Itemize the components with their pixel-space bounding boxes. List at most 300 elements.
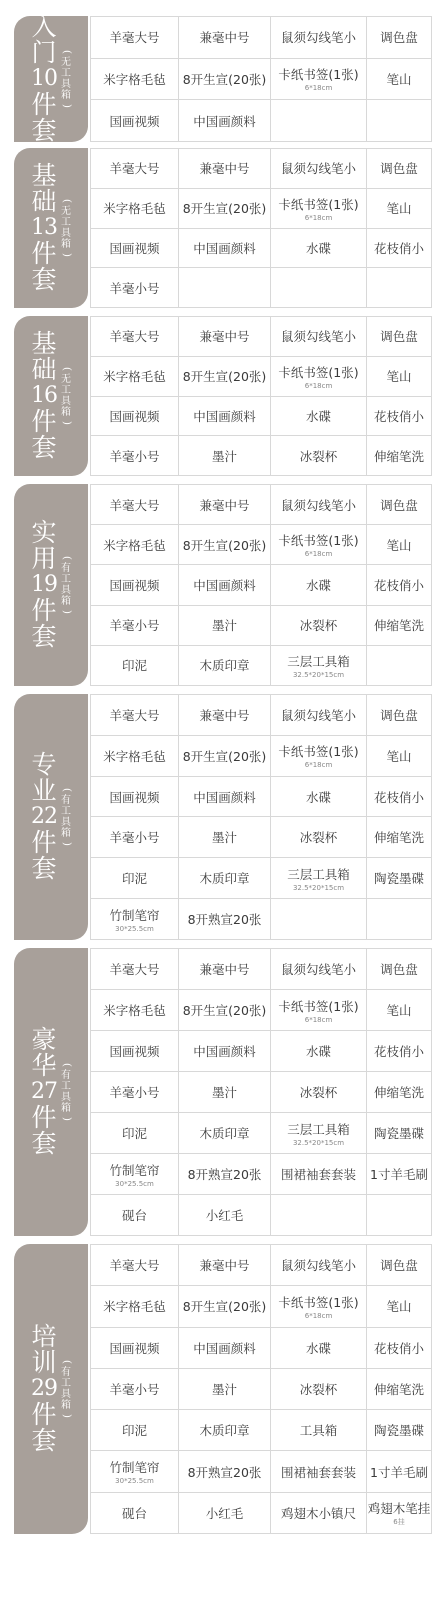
kit-title-char: 件 xyxy=(31,1103,57,1132)
item-name: 墨汁 xyxy=(211,448,237,464)
item-cell xyxy=(91,990,179,1031)
item-name: 墨汁 xyxy=(211,1085,237,1100)
item-name: 中国画颜料 xyxy=(193,577,256,593)
item-cell xyxy=(367,1154,432,1195)
item-name: 笔山 xyxy=(386,537,412,553)
item-name: 印泥 xyxy=(121,1126,147,1141)
item-name: 水碟 xyxy=(305,1340,331,1356)
item-cell xyxy=(271,229,367,269)
item-name: 卡纸书签(1张) xyxy=(278,364,359,380)
item-name: 羊毫大号 xyxy=(109,962,160,977)
item-cell xyxy=(271,777,367,818)
item-name: 国画视频 xyxy=(109,113,160,129)
item-cell xyxy=(367,189,432,229)
item-name: 三层工具箱 xyxy=(287,1121,350,1137)
kit-toolbox-note xyxy=(61,1060,71,1124)
item-name: 水碟 xyxy=(305,240,331,256)
item-name: 国画视频 xyxy=(109,408,160,424)
kit-note-char: ( xyxy=(61,1360,72,1364)
item-cell xyxy=(91,525,179,565)
item-name: 兼毫中号 xyxy=(199,962,250,977)
kit-note-char: 箱 xyxy=(61,1400,71,1411)
item-name: 卡纸书签(1张) xyxy=(278,1294,359,1310)
kit-block xyxy=(14,316,432,476)
item-cell xyxy=(91,1195,179,1236)
kit-title-char: 套 xyxy=(31,265,57,294)
item-name: 调色盘 xyxy=(380,1258,418,1274)
kit-title-char: 用 xyxy=(31,544,57,573)
kit-title-char: 门 xyxy=(31,38,57,67)
item-cell xyxy=(179,565,271,605)
kit-items-grid xyxy=(90,16,432,142)
item-cell xyxy=(367,268,432,308)
item-name: 羊毫小号 xyxy=(109,1381,160,1397)
item-cell xyxy=(271,100,367,142)
item-cell xyxy=(367,1072,432,1113)
kit-items-grid xyxy=(90,948,432,1236)
kit-note-char: ) xyxy=(61,842,72,846)
kit-title-char: 件 xyxy=(31,407,57,436)
item-name: 1寸羊毛刷 xyxy=(370,1464,428,1480)
item-cell xyxy=(91,777,179,818)
item-size: 30*25.5cm xyxy=(115,1179,154,1188)
item-cell xyxy=(179,17,271,59)
kit-title-char: 件 xyxy=(31,828,57,857)
kit-title-char: 22 xyxy=(31,804,57,829)
item-name: 木质印章 xyxy=(199,1423,250,1439)
kit-note-char: 无 xyxy=(61,57,71,68)
item-cell xyxy=(271,858,367,899)
kit-note-char: 箱 xyxy=(61,407,71,418)
kit-note-char: 工 xyxy=(61,385,71,396)
item-cell xyxy=(179,1245,271,1286)
kit-items-grid xyxy=(90,694,432,940)
item-cell xyxy=(91,606,179,646)
item-name: 兼毫中号 xyxy=(199,329,250,345)
kit-label xyxy=(14,1244,88,1534)
item-cell xyxy=(179,646,271,686)
item-name: 印泥 xyxy=(121,1423,147,1439)
item-cell xyxy=(179,606,271,646)
item-name: 米字格毛毡 xyxy=(103,369,166,385)
item-name: 国画视频 xyxy=(109,789,160,805)
item-cell xyxy=(91,485,179,525)
item-cell xyxy=(179,1328,271,1369)
item-name: 米字格毛毡 xyxy=(103,1003,166,1018)
item-name: 花枝俏小 xyxy=(373,408,424,424)
item-name: 中国画颜料 xyxy=(193,240,256,256)
item-cell xyxy=(367,1410,432,1451)
item-size: 6*18cm xyxy=(304,1015,333,1024)
item-cell xyxy=(179,357,271,397)
item-name: 米字格毛毡 xyxy=(103,71,166,87)
item-name: 羊毫大号 xyxy=(109,161,160,177)
item-name: 羊毫大号 xyxy=(109,707,160,723)
item-cell xyxy=(271,189,367,229)
item-cell xyxy=(367,817,432,858)
kit-title-char: 27 xyxy=(31,1079,57,1104)
item-cell xyxy=(179,100,271,142)
kit-items-grid xyxy=(90,1244,432,1534)
item-cell xyxy=(271,949,367,990)
item-name: 8开生宣(20张) xyxy=(182,201,267,217)
item-cell xyxy=(179,1286,271,1327)
item-name: 8开熟宣20张 xyxy=(187,1167,262,1182)
kit-toolbox-note xyxy=(61,47,71,111)
kit-items-grid xyxy=(90,148,432,308)
item-name: 鼠须勾线笔小 xyxy=(280,1258,356,1274)
item-cell xyxy=(271,149,367,189)
item-name: 鼠须勾线笔小 xyxy=(280,962,356,977)
item-name: 伸缩笔洗 xyxy=(373,830,424,846)
kit-toolbox-note xyxy=(61,553,71,617)
item-cell xyxy=(367,695,432,736)
item-name: 鸡翅木小镇尺 xyxy=(280,1505,356,1521)
kit-block xyxy=(14,948,432,1236)
kit-title-char: 专 xyxy=(31,750,57,779)
item-cell xyxy=(91,736,179,777)
kit-note-char: ( xyxy=(61,1063,72,1067)
item-cell xyxy=(367,606,432,646)
item-name: 卡纸书签(1张) xyxy=(278,196,359,212)
kit-title-char: 基 xyxy=(31,329,57,358)
item-cell xyxy=(91,1072,179,1113)
item-name: 羊毫小号 xyxy=(109,280,160,296)
kit-note-char: ( xyxy=(61,556,72,560)
kit-block xyxy=(14,1244,432,1534)
item-name: 花枝俏小 xyxy=(373,240,424,256)
item-cell xyxy=(367,317,432,357)
item-name: 围裙袖套套装 xyxy=(280,1464,356,1480)
item-cell xyxy=(271,317,367,357)
item-name: 冰裂杯 xyxy=(299,448,338,464)
kit-toolbox-note xyxy=(61,196,71,260)
item-cell xyxy=(179,1195,271,1236)
item-cell xyxy=(271,1410,367,1451)
kit-note-char: ( xyxy=(61,50,72,54)
item-cell xyxy=(91,17,179,59)
item-cell xyxy=(91,695,179,736)
kit-items-grid xyxy=(90,316,432,476)
item-cell xyxy=(179,1113,271,1154)
item-name: 伸缩笔洗 xyxy=(373,618,424,634)
item-cell xyxy=(91,268,179,308)
item-cell xyxy=(179,1154,271,1195)
kit-title-char: 业 xyxy=(31,776,57,805)
item-name: 国画视频 xyxy=(109,577,160,593)
kit-note-char: 箱 xyxy=(61,239,71,250)
item-cell xyxy=(271,1154,367,1195)
item-cell xyxy=(179,268,271,308)
item-cell xyxy=(367,229,432,269)
item-name: 卡纸书签(1张) xyxy=(278,533,359,549)
kit-note-char: ( xyxy=(61,199,72,203)
item-size: 30*25.5cm xyxy=(115,924,154,933)
item-name: 花枝俏小 xyxy=(373,1044,424,1059)
kit-note-char: 工 xyxy=(61,68,71,79)
item-cell xyxy=(179,229,271,269)
item-name: 墨汁 xyxy=(211,1381,237,1397)
item-name: 国画视频 xyxy=(109,240,160,256)
item-name: 调色盘 xyxy=(380,30,418,46)
kit-title-char: 套 xyxy=(31,433,57,462)
kit-label xyxy=(14,484,88,686)
item-name: 伸缩笔洗 xyxy=(373,1085,424,1100)
item-cell xyxy=(271,1113,367,1154)
kit-title-char: 件 xyxy=(31,90,57,119)
kit-note-char: 无 xyxy=(61,206,71,217)
item-cell xyxy=(91,1113,179,1154)
kit-title-char: 件 xyxy=(31,239,57,268)
item-name: 卡纸书签(1张) xyxy=(278,998,359,1014)
item-name: 水碟 xyxy=(305,577,331,593)
item-cell xyxy=(179,1410,271,1451)
item-name: 笔山 xyxy=(386,1299,412,1315)
item-cell xyxy=(179,695,271,736)
kit-title-char: 套 xyxy=(31,116,57,145)
kit-note-char: 具 xyxy=(61,585,71,596)
kit-title-char: 华 xyxy=(31,1051,57,1080)
item-name: 调色盘 xyxy=(380,497,418,513)
item-cell xyxy=(367,1031,432,1072)
item-cell xyxy=(91,189,179,229)
kit-title-char: 础 xyxy=(31,355,57,384)
kit-note-char: ) xyxy=(61,1117,72,1121)
item-name: 羊毫小号 xyxy=(109,618,160,634)
item-name: 中国画颜料 xyxy=(193,1044,256,1059)
item-name: 调色盘 xyxy=(380,707,418,723)
item-cell xyxy=(367,1195,432,1236)
kit-note-char: 具 xyxy=(61,817,71,828)
kit-toolbox-note xyxy=(61,1357,71,1421)
item-name: 伸缩笔洗 xyxy=(373,448,424,464)
item-name: 小红毛 xyxy=(205,1208,244,1223)
item-name: 砚台 xyxy=(121,1505,147,1521)
kit-title-char: 19 xyxy=(31,572,57,597)
item-cell xyxy=(271,606,367,646)
item-cell xyxy=(179,1031,271,1072)
item-name: 兼毫中号 xyxy=(199,1258,250,1274)
kit-note-char: ) xyxy=(61,421,72,425)
item-cell xyxy=(367,1113,432,1154)
item-name: 冰裂杯 xyxy=(299,830,338,846)
kit-note-char: 有 xyxy=(61,795,71,806)
item-cell xyxy=(179,736,271,777)
item-cell xyxy=(91,1328,179,1369)
item-cell xyxy=(179,1072,271,1113)
item-name: 兼毫中号 xyxy=(199,497,250,513)
item-name: 冰裂杯 xyxy=(299,1085,338,1100)
item-name: 8开生宣(20张) xyxy=(182,1003,267,1018)
item-name: 卡纸书签(1张) xyxy=(278,744,359,760)
item-name: 花枝俏小 xyxy=(373,1340,424,1356)
kit-title xyxy=(31,1324,57,1454)
kit-note-char: 箱 xyxy=(61,90,71,101)
item-cell xyxy=(179,149,271,189)
kit-title-char: 套 xyxy=(31,1129,57,1158)
item-cell xyxy=(179,817,271,858)
item-size: 6挂 xyxy=(393,1518,405,1527)
item-cell xyxy=(91,949,179,990)
kit-toolbox-note xyxy=(61,785,71,849)
item-cell xyxy=(91,1245,179,1286)
item-name: 卡纸书签(1张) xyxy=(278,67,359,83)
item-name: 墨汁 xyxy=(211,618,237,634)
item-cell xyxy=(91,149,179,189)
item-name: 8开熟宣20张 xyxy=(187,1464,262,1480)
item-cell xyxy=(271,695,367,736)
item-cell xyxy=(91,436,179,476)
kit-note-char: 箱 xyxy=(61,1103,71,1114)
item-cell xyxy=(271,1493,367,1534)
item-name: 木质印章 xyxy=(199,871,250,887)
kit-title-char: 入 xyxy=(31,12,57,41)
kit-title xyxy=(31,1027,57,1157)
item-name: 三层工具箱 xyxy=(287,866,350,882)
item-name: 陶瓷墨碟 xyxy=(373,871,424,887)
item-cell xyxy=(179,899,271,940)
kit-title-char: 础 xyxy=(31,187,57,216)
item-size: 6*18cm xyxy=(304,213,333,222)
item-cell xyxy=(179,1451,271,1492)
item-cell xyxy=(367,1493,432,1534)
item-name: 羊毫小号 xyxy=(109,1085,160,1100)
item-name: 兼毫中号 xyxy=(199,161,250,177)
item-cell xyxy=(271,1286,367,1327)
item-name: 兼毫中号 xyxy=(199,707,250,723)
item-cell xyxy=(367,436,432,476)
item-size: 32.5*20*15cm xyxy=(292,1138,345,1147)
item-cell xyxy=(179,858,271,899)
item-name: 冰裂杯 xyxy=(299,1381,338,1397)
kit-title-char: 套 xyxy=(31,622,57,651)
item-name: 冰裂杯 xyxy=(299,618,338,634)
kit-items-grid xyxy=(90,484,432,686)
item-cell xyxy=(367,485,432,525)
item-name: 鼠须勾线笔小 xyxy=(280,707,356,723)
kit-title-char: 29 xyxy=(31,1376,57,1401)
kit-title xyxy=(31,14,57,144)
item-name: 小红毛 xyxy=(205,1505,244,1521)
kit-note-char: 工 xyxy=(61,1378,71,1389)
item-name: 水碟 xyxy=(305,789,331,805)
item-cell xyxy=(367,990,432,1031)
item-cell xyxy=(367,1245,432,1286)
kit-title-char: 套 xyxy=(31,1426,57,1455)
item-name: 中国画颜料 xyxy=(193,408,256,424)
item-cell xyxy=(367,646,432,686)
item-size: 6*18cm xyxy=(304,550,333,559)
item-name: 米字格毛毡 xyxy=(103,201,166,217)
item-name: 笔山 xyxy=(386,748,412,764)
kit-title-char: 培 xyxy=(31,1322,57,1351)
item-cell xyxy=(271,485,367,525)
item-name: 米字格毛毡 xyxy=(103,1299,166,1315)
item-cell xyxy=(271,1328,367,1369)
item-cell xyxy=(179,1369,271,1410)
item-cell xyxy=(367,397,432,437)
item-name: 米字格毛毡 xyxy=(103,537,166,553)
kit-note-char: 有 xyxy=(61,1367,71,1378)
item-cell xyxy=(271,1072,367,1113)
kit-title xyxy=(31,520,57,650)
item-cell xyxy=(271,565,367,605)
kit-title-char: 16 xyxy=(31,383,57,408)
kit-note-char: 具 xyxy=(61,1389,71,1400)
item-cell xyxy=(367,1328,432,1369)
item-cell xyxy=(367,149,432,189)
item-name: 兼毫中号 xyxy=(199,30,250,46)
kit-label xyxy=(14,148,88,308)
item-cell xyxy=(179,59,271,101)
item-name: 砚台 xyxy=(121,1208,147,1223)
item-cell xyxy=(271,525,367,565)
item-name: 8开生宣(20张) xyxy=(182,1299,267,1315)
item-name: 8开生宣(20张) xyxy=(182,71,267,87)
item-cell xyxy=(367,565,432,605)
item-name: 羊毫大号 xyxy=(109,329,160,345)
item-cell xyxy=(91,1493,179,1534)
item-cell xyxy=(91,317,179,357)
kit-title-char: 件 xyxy=(31,1400,57,1429)
item-cell xyxy=(179,1493,271,1534)
item-name: 鼠须勾线笔小 xyxy=(280,30,356,46)
item-cell xyxy=(271,17,367,59)
kit-title xyxy=(31,331,57,461)
item-cell xyxy=(179,777,271,818)
item-cell xyxy=(91,817,179,858)
item-cell xyxy=(271,1195,367,1236)
item-name: 8开熟宣20张 xyxy=(187,912,262,928)
item-cell xyxy=(91,59,179,101)
item-name: 陶瓷墨碟 xyxy=(373,1126,424,1141)
item-name: 鼠须勾线笔小 xyxy=(280,329,356,345)
kit-note-char: 工 xyxy=(61,217,71,228)
kit-note-char: 工 xyxy=(61,1081,71,1092)
kit-note-char: 箱 xyxy=(61,828,71,839)
item-cell xyxy=(91,565,179,605)
item-cell xyxy=(91,1154,179,1195)
item-name: 陶瓷墨碟 xyxy=(373,1423,424,1439)
item-cell xyxy=(367,899,432,940)
item-name: 花枝俏小 xyxy=(373,789,424,805)
item-cell xyxy=(91,229,179,269)
item-name: 8开生宣(20张) xyxy=(182,369,267,385)
item-name: 水碟 xyxy=(305,408,331,424)
kit-note-char: ) xyxy=(61,1414,72,1418)
item-cell xyxy=(367,525,432,565)
item-name: 墨汁 xyxy=(211,830,237,846)
item-cell xyxy=(271,736,367,777)
item-name: 竹制笔帘 xyxy=(109,1162,160,1178)
item-name: 羊毫小号 xyxy=(109,830,160,846)
kit-note-char: ) xyxy=(61,610,72,614)
item-name: 花枝俏小 xyxy=(373,577,424,593)
item-name: 国画视频 xyxy=(109,1340,160,1356)
item-cell xyxy=(271,1031,367,1072)
item-cell xyxy=(91,1410,179,1451)
kit-title-char: 实 xyxy=(31,518,57,547)
item-cell xyxy=(271,1245,367,1286)
kit-note-char: 具 xyxy=(61,79,71,90)
item-cell xyxy=(367,777,432,818)
item-cell xyxy=(179,436,271,476)
kit-note-char: 具 xyxy=(61,1092,71,1103)
item-cell xyxy=(179,990,271,1031)
kit-title xyxy=(31,752,57,882)
item-name: 鸡翅木笔挂 xyxy=(367,1501,431,1517)
item-cell xyxy=(367,1451,432,1492)
